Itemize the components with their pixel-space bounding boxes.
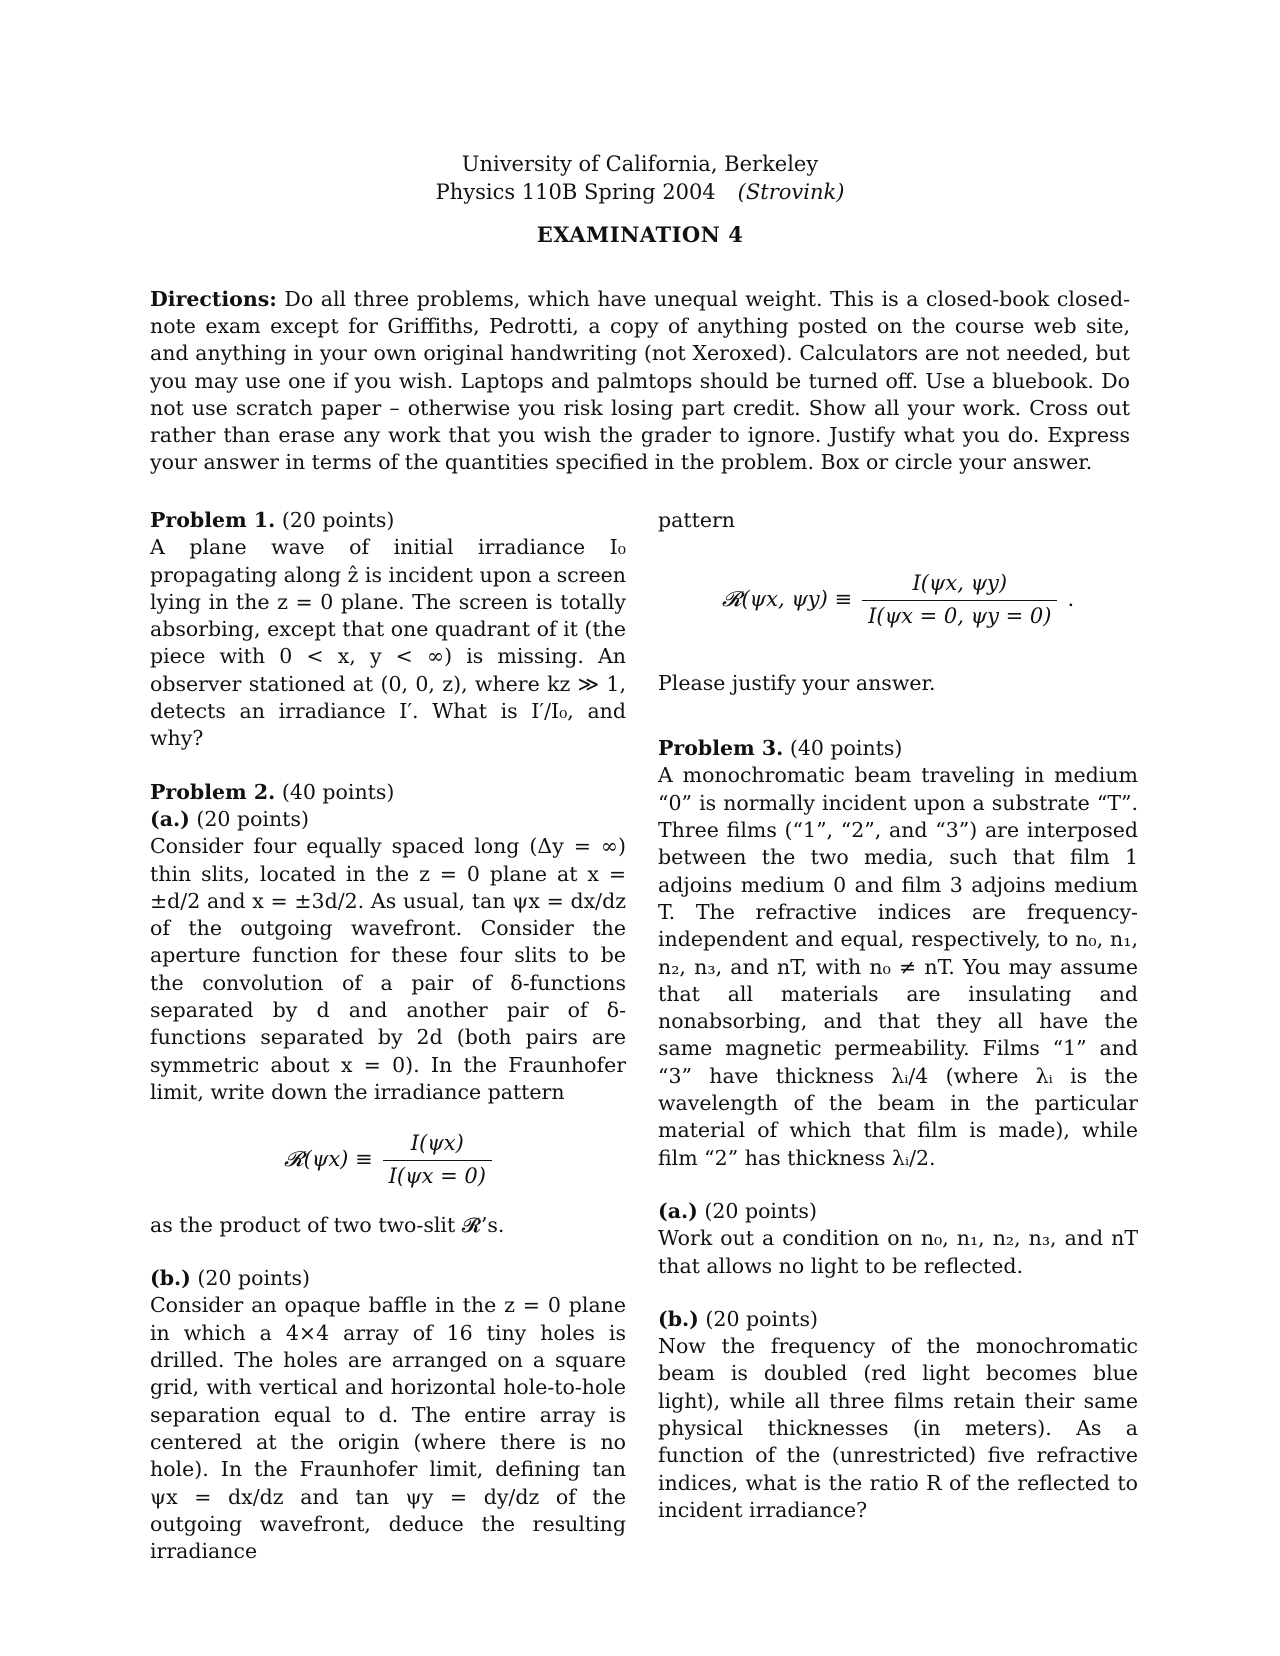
problem-3b-points: (20 points): [705, 1306, 818, 1331]
equation-2a: [150, 1130, 626, 1190]
equation-2b-period: .: [1067, 587, 1075, 612]
problem-2-title: Problem 2.: [150, 779, 276, 804]
equation-2a-fraction: [383, 1130, 492, 1190]
problem-2b-label: (b.): [150, 1266, 191, 1291]
problem-2: [150, 779, 626, 1566]
problem-3b-text: Now the frequency of the monochromatic beam is doubled (red light becomes blue light), while all three films retain their same physical thicknesses (in meters). As a function of the (unrestricted) five refractive indices, what is the ratio R of the reflected to incident irradiance?: [658, 1334, 1138, 1522]
problem-2b-text: Consider an opaque baffle in the z = 0 plane in which a 4×4 array of 16 tiny holes is drilled. The holes are arranged on a square grid, with vertical and horizontal hole-to-hole separation equal to d. The entire array is centered at the origin (where there is no hole). In the Fraunhofer limit, defining tan ψx = dx/dz and tan ψy = dy/dz of the outgoing wavefront, deduce the resulting irradiance: [150, 1293, 626, 1564]
problem-2a-label: (a.): [150, 806, 190, 831]
equation-2b-lhs: 𝓡(ψx, ψy) ≡: [721, 587, 853, 612]
problem-2a-after: as the product of two two-slit 𝓡’s.: [150, 1212, 505, 1237]
exam-title: EXAMINATION 4: [536, 222, 744, 247]
problem-3-text: A monochromatic beam traveling in medium “0” is normally incident upon a substrate “T”. Three films (“1”, “2”, and “3”) are interposed between the two media, such that film 1 adjoins medium 0 and film 3 adjoins medium T. The refractive indices are frequency-independent and equal, respectively, to n₀, n₁, n₂, n₃, and nT, with n₀ ≠ nT. You may assume that all materials are insulating and nonabsorbing, and that they all have the same magnetic permeability. Films “1” and “3” have thickness λᵢ/4 (where λᵢ is the wavelength of the beam in the particular material of which that film is made), while film “2” has thickness λᵢ/2.: [658, 763, 1138, 1170]
equation-2b-denominator: I(ψx = 0, ψy = 0): [862, 600, 1057, 630]
problem-3a-points: (20 points): [704, 1198, 817, 1223]
directions-text: Do all three problems, which have unequal weight. This is a closed-book closed-note exam except for Griffiths, Pedrotti, a copy of anything posted on the course web site, and anything in your own original handwriting (not Xeroxed). Calculators are not needed, but you may use one if you wish. Laptops and palmtops should be turned off. Use a bluebook. Do not use scratch paper – otherwise you risk losing part credit. Show all your work. Cross out rather than erase any work that you wish the grader to ignore. Justify what you do. Express your answer in terms of the quantities specified in the problem. Box or circle your answer.: [150, 287, 1130, 475]
right-column: [658, 507, 1138, 1524]
problem-3-title: Problem 3.: [658, 736, 784, 761]
equation-2b-fraction: [862, 570, 1057, 630]
problem-1-text: A plane wave of initial irradiance I₀ propagating along ẑ is incident upon a screen lying in the z = 0 plane. The screen is totally absorbing, except that one quadrant of it (the piece with 0 < x, y < ∞) is missing. An observer stationed at (0, 0, z), where kz ≫ 1, detects an irradiance I′. What is I′/I₀, and why?: [150, 535, 626, 751]
equation-2a-numerator: I(ψx): [410, 1131, 464, 1156]
equation-2a-lhs: 𝓡(ψx) ≡: [284, 1147, 373, 1172]
problem-1-title: Problem 1.: [150, 508, 276, 532]
directions-paragraph: [150, 286, 1130, 476]
problem-2a-text: Consider four equally spaced long (Δy = ∞) thin slits, located in the z = 0 plane at x = ±d/2 and x = ±3d/2. As usual, tan ψx = dx/dz of the outgoing wavefront. Consider the aperture function for these four slits to be the convolution of a pair of δ-functions separated by d and another pair of δ-functions separated by 2d (both pairs are symmetric about x = 0). In the Fraunhofer limit, write down the irradiance pattern: [150, 834, 626, 1104]
problem-2b-continuation: pattern: [658, 508, 735, 532]
course-line: [0, 178, 1280, 206]
problem-2b-points: (20 points): [197, 1266, 310, 1291]
left-column: [150, 507, 626, 1565]
exam-header: [0, 150, 1280, 247]
problem-3: [658, 735, 1138, 1524]
instructor-name: (Strovink): [737, 180, 845, 204]
equation-2b: [658, 570, 1138, 630]
problem-2a-heading: [150, 806, 626, 833]
problem-3a-heading: [658, 1198, 1138, 1225]
problem-3b-heading: [658, 1306, 1138, 1333]
problem-1-points: (20 points): [281, 508, 395, 532]
problem-1-heading: [150, 507, 626, 534]
equation-2a-denominator: I(ψx = 0): [383, 1160, 492, 1190]
problem-2b-heading: [150, 1265, 626, 1292]
directions-label: Directions:: [150, 287, 277, 311]
problem-3a-text: Work out a condition on n₀, n₁, n₂, n₃, and nT that allows no light to be reflected.: [658, 1226, 1138, 1278]
problem-3-heading: [658, 735, 1138, 762]
problem-3b-label: (b.): [658, 1306, 699, 1331]
problem-2-heading: [150, 779, 626, 806]
problem-2-points: (40 points): [281, 779, 395, 804]
problem-3-points: (40 points): [789, 736, 903, 761]
university-name: University of California, Berkeley: [461, 152, 819, 176]
problem-1: [150, 507, 626, 753]
problem-2b-after: Please justify your answer.: [658, 670, 936, 695]
problem-2a-points: (20 points): [196, 806, 309, 831]
course-name: Physics 110B Spring 2004: [435, 180, 716, 204]
equation-2b-numerator: I(ψx, ψy): [912, 571, 1008, 596]
problem-3a-label: (a.): [658, 1198, 698, 1223]
